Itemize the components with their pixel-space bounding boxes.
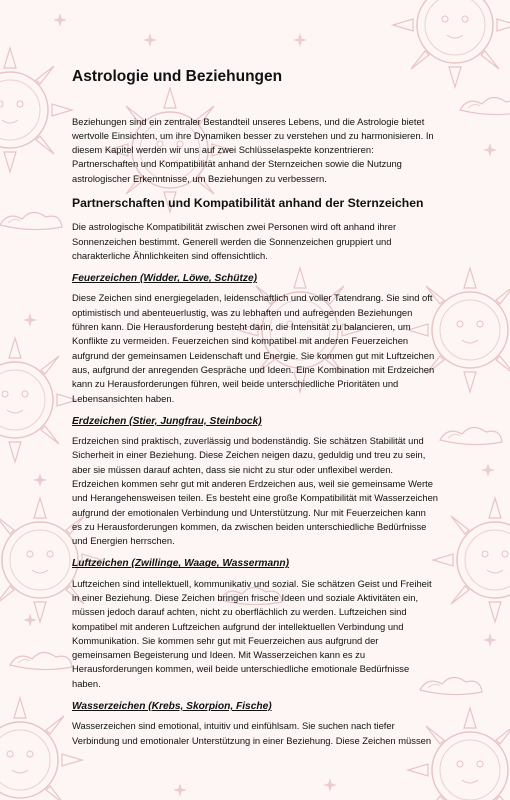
water-signs-heading: Wasserzeichen (Krebs, Skorpion, Fische) — [72, 701, 272, 713]
air-signs-heading: Luftzeichen (Zwillinge, Waage, Wassermann) — [72, 558, 289, 570]
section-intro-paragraph: Die astrologische Kompatibilität zwischen zwei Personen wird oft anhand ihrer Sonnenzeichen bestimmt. Generell werden die Sonnenzeichen gruppiert und charakterliche Ähnlichkeiten sind offensichtlich. — [72, 221, 397, 261]
fire-signs-heading: Feuerzeichen (Widder, Löwe, Schütze) — [72, 273, 258, 285]
water-signs-paragraph: Wasserzeichen sind emotional, intuitiv und einfühlsam. Sie suchen nach tiefer Verbindung und emotionaler Unterstützung in einer Beziehung. Diese Zeichen müssen — [72, 720, 432, 746]
earth-signs-heading: Erdzeichen (Stier, Jungfrau, Steinbock) — [72, 415, 262, 427]
document-title: Astrologie und Beziehungen — [72, 68, 283, 85]
air-signs-paragraph: Luftzeichen sind intellektuell, kommunikativ und sozial. Sie schätzen Geist und Freiheit in einer Beziehung. Diese Zeichen bringen frische Ideen und soziale Aktivitäten ein, müssen jedoch darauf achten, nicht zu oberflächlich zu werden. Luftzeichen sind kompatibel mit anderen Luftzeichen aufgrund der intellektuellen Verbindung und Kommunikation. Sie kommen sehr gut mit Feuerzeichen aus aufgrund der gemeinsamen Begeisterung und Ideen. Mit Wasserzeichen kann es zu Herausforderungen kommen, weil beide unterschiedliche emotionale Bedürfnisse haben. — [72, 577, 432, 689]
intro-paragraph: Beziehungen sind ein zentraler Bestandteil unseres Lebens, und die Astrologie bietet wertvolle Einsichten, um ihre Dynamiken besser zu verstehen und zu harmonisieren. In diesem Kapitel werden wir uns auf zwei Schlüsselaspekte konzentrieren: Partnerschaften und Kompatibilität anhand der Sternzeichen sowie die Nutzung astrologischer Erkenntnisse, um Beziehungen zu verbessern. — [72, 115, 434, 184]
section-heading: Partnerschaften und Kompatibilität anhand der Sternzeichen — [72, 196, 424, 211]
fire-signs-paragraph: Diese Zeichen sind energiegeladen, leidenschaftlich und voller Tatendrang. Sie sind oft optimistisch und abenteuerlustig, was zu lebhaften und aufregenden Beziehungen führen kann. Die Herausforderung besteht darin, die Intensität zu balancieren, um Konflikte zu vermeiden. Feuerzeichen sind kompatibel mit anderen Feuerzeichen aufgrund der gemeinsamen Leidenschaft und Energie. Sie kommen gut mit Luftzeichen aus, aufgrund der anregenden Gespräche und Ideen. Eine Kombination mit Erdzeichen kann zu Herausforderungen führen, weil beide unterschiedliche Prioritäten und Lebensansichten haben. — [72, 292, 435, 404]
earth-signs-paragraph: Erdzeichen sind praktisch, zuverlässig und bodenständig. Sie schätzen Stabilität und Sicherheit in einer Beziehung. Diese Zeichen neigen dazu, geduldig und treu zu sein, aber sie müssen darauf achten, dass sie nicht zu stur oder unflexibel werden. Erdzeichen kommen sehr gut mit anderen Erdzeichen aus, weil sie gemeinsame Werte und Herangehensweisen teilen. Es besteht eine große Kompatibilität mit Wasserzeichen aufgrund der emotionalen Verbindung und Unterstützung. Nur mit Feuerzeichen kann es zu Herausforderungen kommen, da zwischen beiden unterschiedliche Bedürfnisse und Energien herrschen. — [72, 435, 438, 547]
